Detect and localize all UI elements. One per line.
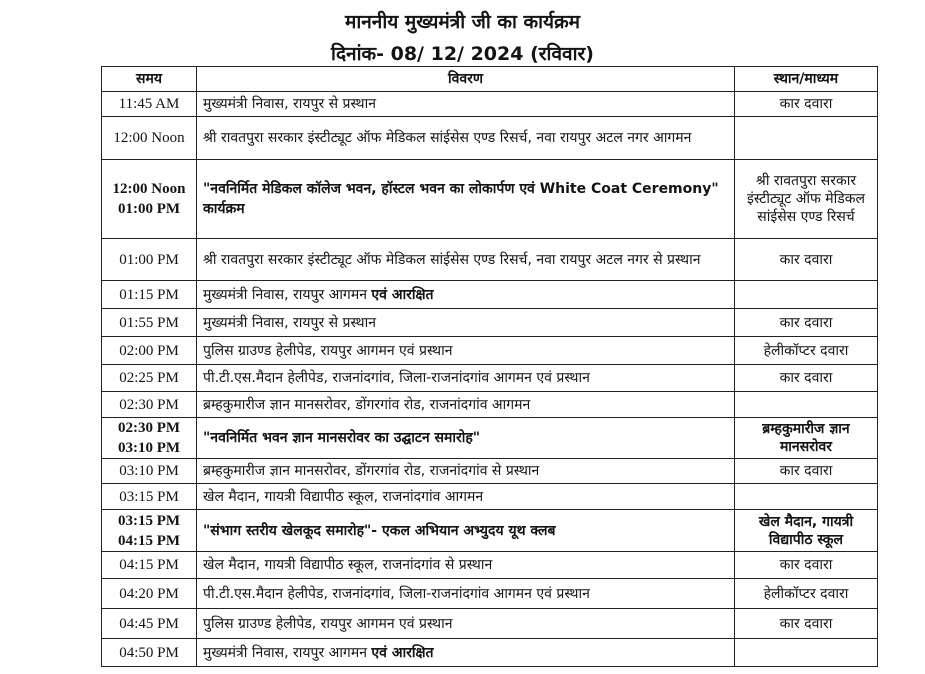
table-row bbox=[102, 459, 878, 484]
row-details-bold: एवं आरक्षित bbox=[371, 286, 434, 303]
row-place: हेलीकॉप्टर दवारा bbox=[735, 579, 878, 609]
table-row bbox=[102, 579, 878, 609]
row-details bbox=[197, 639, 735, 667]
row-time-end: 04:15 PM bbox=[117, 532, 181, 549]
row-details: मुख्यमंत्री निवास, रायपुर से प्रस्थान bbox=[197, 309, 735, 337]
table-row bbox=[102, 552, 878, 579]
table-row bbox=[102, 484, 878, 510]
row-details-text: मुख्यमंत्री निवास, रायपुर आगमन bbox=[203, 286, 367, 303]
row-details: पी.टी.एस.मैदान हेलीपेड, राजनांदगांव, जिला-राजनांदगांव आगमन एवं प्रस्थान bbox=[197, 579, 735, 609]
row-place bbox=[735, 484, 878, 510]
row-details: "संभाग स्तरीय खेलकूद समारोह"- एकल अभियान अभ्युदय यूथ क्लब bbox=[197, 510, 735, 552]
row-time: 04:15 PM bbox=[102, 552, 197, 579]
table-row bbox=[102, 281, 878, 309]
schedule-table bbox=[101, 66, 878, 667]
row-time: 02:30 PM bbox=[102, 392, 197, 418]
header-place: स्थान/माध्यम bbox=[735, 67, 878, 92]
date-line: दिनांक- 08/ 12/ 2024 (रविवार) bbox=[331, 43, 594, 65]
row-time: 01:55 PM bbox=[102, 309, 197, 337]
row-details: ब्रम्हकुमारीज ज्ञान मानसरोवर, डोंगरगांव रोड, राजनांदगांव आगमन bbox=[197, 392, 735, 418]
row-time-start: 03:15 PM bbox=[117, 512, 181, 529]
row-place: कार दवारा bbox=[735, 92, 878, 117]
table-row bbox=[102, 609, 878, 639]
row-time bbox=[102, 510, 197, 552]
row-time: 11:45 AM bbox=[102, 92, 197, 117]
row-time: 04:20 PM bbox=[102, 579, 197, 609]
table-header-row bbox=[102, 67, 878, 92]
row-time: 01:15 PM bbox=[102, 281, 197, 309]
row-time: 04:45 PM bbox=[102, 609, 197, 639]
row-time: 02:00 PM bbox=[102, 337, 197, 365]
row-details: "नवनिर्मित मेडिकल कॉलेज भवन, हॉस्टल भवन का लोकार्पण एवं White Coat Ceremony" कार्यक्रम bbox=[197, 160, 735, 239]
row-time: 04:50 PM bbox=[102, 639, 197, 667]
table-row bbox=[102, 92, 878, 117]
row-place: कार दवारा bbox=[735, 365, 878, 392]
row-details-text: मुख्यमंत्री निवास, रायपुर आगमन bbox=[203, 644, 367, 661]
row-place: कार दवारा bbox=[735, 239, 878, 281]
row-time: 02:25 PM bbox=[102, 365, 197, 392]
table-row bbox=[102, 160, 878, 239]
row-details: पुलिस ग्राउण्ड हेलीपेड, रायपुर आगमन एवं प्रस्थान bbox=[197, 337, 735, 365]
table-row bbox=[102, 337, 878, 365]
table-row bbox=[102, 392, 878, 418]
row-place: कार दवारा bbox=[735, 552, 878, 579]
row-time: 01:00 PM bbox=[102, 239, 197, 281]
page-title: माननीय मुख्यमंत्री जी का कार्यक्रम bbox=[344, 11, 581, 33]
row-time: 12:00 Noon bbox=[102, 117, 197, 160]
row-place bbox=[735, 639, 878, 667]
table-row bbox=[102, 239, 878, 281]
row-details: श्री रावतपुरा सरकार इंस्टीट्यूट ऑफ मेडिकल सांईसेस एण्ड रिसर्च, नवा रायपुर अटल नगर से प्रस्थान bbox=[197, 239, 735, 281]
row-place: कार दवारा bbox=[735, 609, 878, 639]
row-details: खेल मैदान, गायत्री विद्यापीठ स्कूल, राजनांदगांव आगमन bbox=[197, 484, 735, 510]
row-time: 03:15 PM bbox=[102, 484, 197, 510]
row-details: मुख्यमंत्री निवास, रायपुर से प्रस्थान bbox=[197, 92, 735, 117]
row-details: ब्रम्हकुमारीज ज्ञान मानसरोवर, डोंगरगांव रोड, राजनांदगांव से प्रस्थान bbox=[197, 459, 735, 484]
row-details: पुलिस ग्राउण्ड हेलीपेड, रायपुर आगमन एवं प्रस्थान bbox=[197, 609, 735, 639]
row-place: श्री रावतपुरा सरकार इंस्टीट्यूट ऑफ मेडिकल सांईसेस एण्ड रिसर्च bbox=[735, 160, 878, 239]
row-details: पी.टी.एस.मैदान हेलीपेड, राजनांदगांव, जिला-राजनांदगांव आगमन एवं प्रस्थान bbox=[197, 365, 735, 392]
header-time: समय bbox=[102, 67, 197, 92]
table-row bbox=[102, 365, 878, 392]
row-time bbox=[102, 418, 197, 459]
row-place: खेल मैदान, गायत्री विद्यापीठ स्कूल bbox=[735, 510, 878, 552]
row-place: हेलीकॉप्टर दवारा bbox=[735, 337, 878, 365]
row-details: श्री रावतपुरा सरकार इंस्टीट्यूट ऑफ मेडिकल सांईसेस एण्ड रिसर्च, नवा रायपुर अटल नगर आगमन bbox=[197, 117, 735, 160]
table-row bbox=[102, 309, 878, 337]
table-row bbox=[102, 510, 878, 552]
row-details: "नवनिर्मित भवन ज्ञान मानसरोवर का उद्घाटन समारोह" bbox=[197, 418, 735, 459]
row-place bbox=[735, 281, 878, 309]
row-time-start: 12:00 Noon bbox=[112, 181, 186, 197]
header-details: विवरण bbox=[197, 67, 735, 92]
row-place: ब्रम्हकुमारीज ज्ञान मानसरोवर bbox=[735, 418, 878, 459]
row-place bbox=[735, 117, 878, 160]
table-row bbox=[102, 418, 878, 459]
row-details-bold: एवं आरक्षित bbox=[371, 644, 434, 661]
row-place: कार दवारा bbox=[735, 459, 878, 484]
row-place: कार दवारा bbox=[735, 309, 878, 337]
row-time-start: 02:30 PM bbox=[117, 420, 181, 436]
table-row bbox=[102, 117, 878, 160]
row-time: 03:10 PM bbox=[102, 459, 197, 484]
row-time-end: 03:10 PM bbox=[117, 440, 181, 456]
row-details bbox=[197, 281, 735, 309]
row-time-end: 01:00 PM bbox=[117, 201, 181, 217]
row-place bbox=[735, 392, 878, 418]
row-time bbox=[102, 160, 197, 239]
table-row bbox=[102, 639, 878, 667]
row-details: खेल मैदान, गायत्री विद्यापीठ स्कूल, राजनांदगांव से प्रस्थान bbox=[197, 552, 735, 579]
